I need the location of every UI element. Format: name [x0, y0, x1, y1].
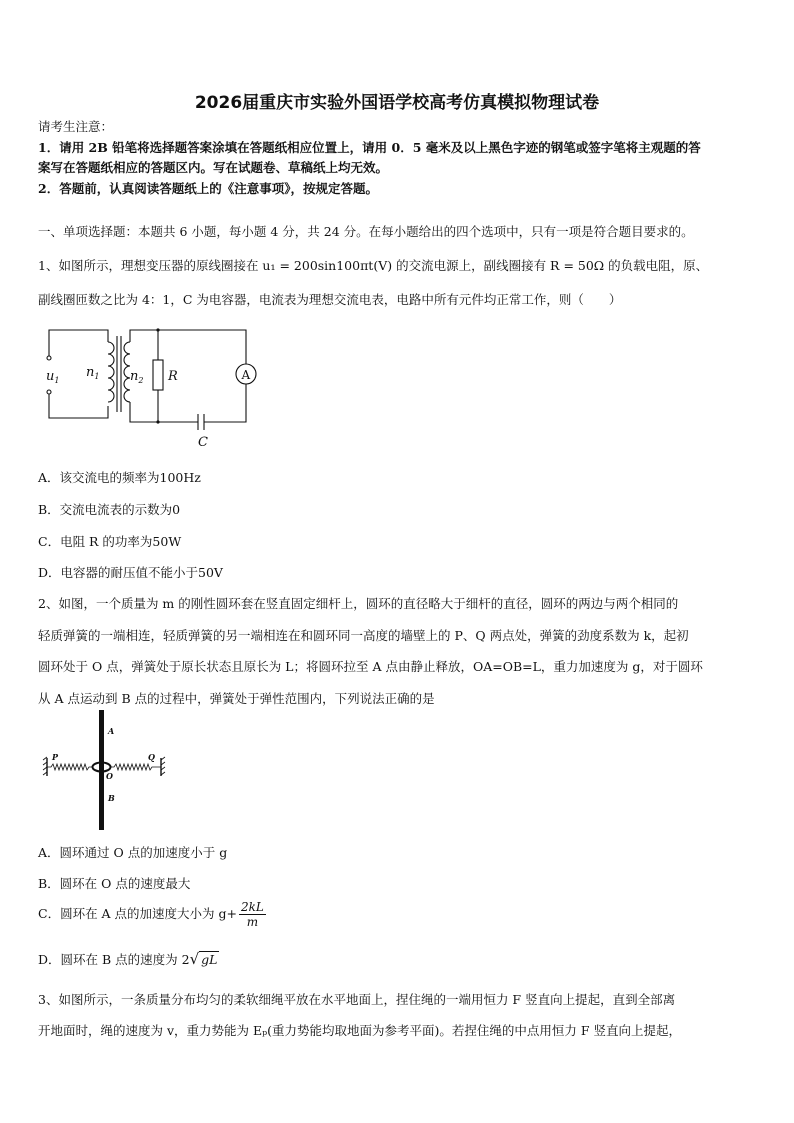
label-C: C [198, 435, 208, 450]
transformer-circuit-figure [38, 322, 268, 452]
spring-ring-figure [42, 710, 166, 832]
q2-option-a: A．圆环通过 O 点的加速度小于 g [38, 845, 228, 860]
label-Q: Q [148, 752, 155, 762]
q2-option-d [38, 950, 219, 968]
fraction-denominator: m [246, 915, 259, 929]
page-title: 2026届重庆市实验外国语学校高考仿真模拟物理试卷 [194, 93, 600, 113]
fraction [239, 900, 266, 929]
sqrt-sign: √ [189, 950, 200, 968]
q1-option-a: A．该交流电的频率为100Hz [38, 470, 201, 485]
label-P: P [52, 752, 59, 762]
label-O: O [106, 771, 113, 781]
notice-heading: 请考生注意： [38, 119, 114, 134]
q1-option-c: C．电阻 R 的功率为50W [38, 534, 182, 549]
q2-line-3: 圆环处于 O 点，弹簧处于原长状态且原长为 L；将圆环拉至 A 点由静止释放，OA=OB=L，重力加速度为 g，对于圆环 [38, 659, 703, 674]
label-B: B [108, 793, 115, 803]
q2-option-d-text: D．圆环在 B 点的速度为 2 [38, 952, 190, 967]
q2-option-b: B．圆环在 O 点的速度最大 [38, 876, 191, 891]
section-heading: 一、单项选择题：本题共 6 小题，每小题 4 分，共 24 分。在每小题给出的四个选项中，只有一项是符合题目要求的。 [38, 224, 694, 239]
q1-option-b: B．交流电流表的示数为0 [38, 502, 181, 517]
q3-line-1: 3、如图所示，一条质量分布均匀的柔软细绳平放在水平地面上，捏住绳的一端用恒力 F 竖直向上提起，直到全部离 [38, 992, 676, 1007]
label-u1: $u_1$ [46, 369, 60, 385]
label-n2: $n_2$ [130, 369, 144, 385]
q1-line-1: 1、如图所示，理想变压器的原线圈接在 u₁ = 200sin100πt(V) 的交流电源上，副线圈接有 R = 50Ω 的负载电阻，原、 [38, 258, 709, 273]
label-n1: $n_1$ [86, 365, 100, 381]
label-A: A [108, 726, 115, 736]
label-ammeter: A [241, 368, 251, 382]
q2-option-c [38, 900, 266, 929]
label-R: R [168, 369, 178, 384]
sqrt-radicand: gL [201, 952, 218, 967]
notice-item-1-line-2: 案写在答题纸相应的答题区内。写在试题卷、草稿纸上均无效。 [38, 160, 389, 175]
q3-line-2: 开地面时，绳的速度为 v，重力势能为 Eₚ(重力势能均取地面为参考平面)。若捏住绳的中点用恒力 F 竖直向上提起， [38, 1023, 682, 1038]
q1-line-2: 副线圈匝数之比为 4：1，C 为电容器，电流表为理想交流电表，电路中所有元件均正常工作，则（ ） [38, 292, 622, 307]
fraction-numerator: 2kL [241, 900, 264, 914]
q2-line-2: 轻质弹簧的一端相连，轻质弹簧的另一端相连在和圆环同一高度的墙壁上的 P、Q 两点处，弹簧的劲度系数为 k，起初 [38, 628, 689, 643]
q2-option-c-text: C．圆环在 A 点的加速度大小为 g+ [38, 906, 237, 921]
q1-option-d: D．电容器的耐压值不能小于50V [38, 565, 223, 580]
notice-item-1-line-1: 1．请用 2B 铅笔将选择题答案涂填在答题纸相应位置上，请用 0．5 毫米及以上黑色字迹的钢笔或签字笔将主观题的答 [38, 140, 701, 155]
q2-line-4: 从 A 点运动到 B 点的过程中，弹簧处于弹性范围内，下列说法正确的是 [38, 691, 435, 706]
notice-item-2: 2．答题前，认真阅读答题纸上的《注意事项》，按规定答题。 [38, 181, 378, 196]
q2-line-1: 2、如图，一个质量为 m 的刚性圆环套在竖直固定细杆上，圆环的直径略大于细杆的直径，圆环的两边与两个相同的 [38, 596, 679, 611]
